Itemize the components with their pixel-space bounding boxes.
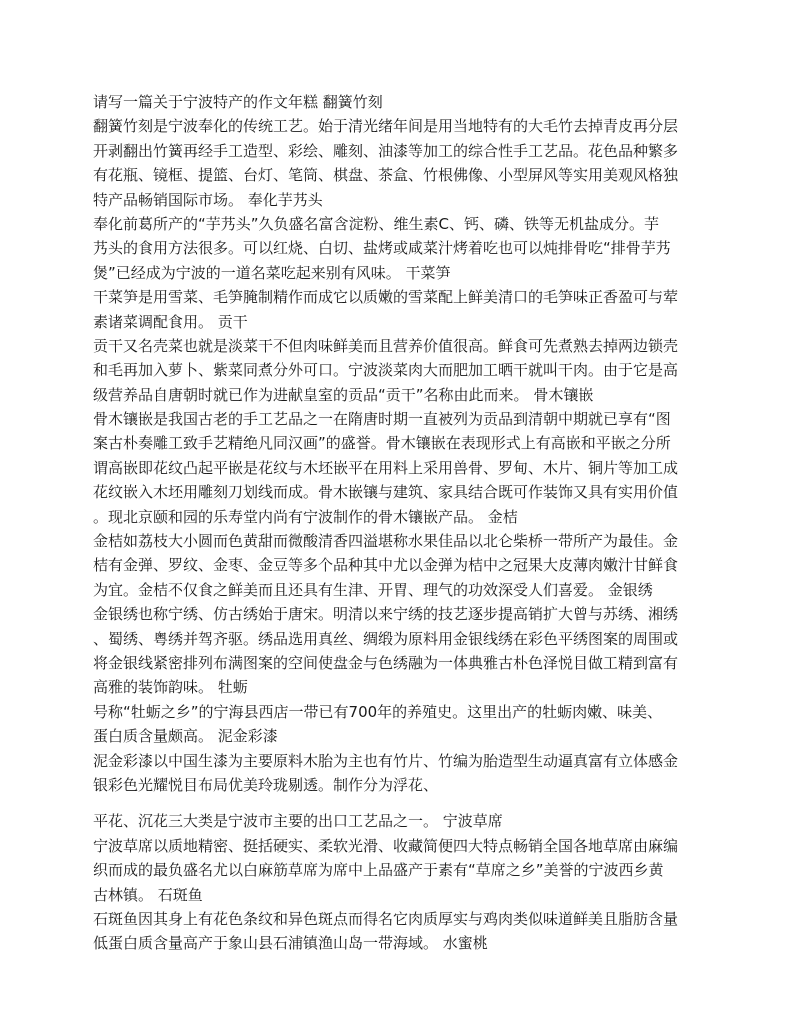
text-line: 织而成的最负盛名尤以白麻筋草席为席中上品盛产于素有“草席之乡”美誉的宁波西乡黄: [93, 861, 664, 880]
title-line: 请写一篇关于宁波特产的作文年糕 翻簧竹刻: [93, 93, 383, 111]
text-line: 干菜笋是用雪菜、毛笋腌制精作而成它以质嫩的雪菜配上鲜美清口的毛笋味正香盈可与荤: [93, 288, 679, 307]
text-line: 泥金彩漆以中国生漆为主要原料木胎为主也有竹片、竹编为胎造型生动逼真富有立体感金: [93, 751, 679, 770]
text-line: 花纹嵌入木坯用雕刻刀划线而成。骨木嵌镶与建筑、家具结合既可作装饰又具有实用价值: [93, 483, 679, 502]
text-line: 桔有金弹、罗纹、金枣、金豆等多个品种其中尤以金弹为桔中之冠果大皮薄肉嫩汁甘鲜食: [93, 556, 679, 575]
text-line: 案古朴奏雕工致手艺精绝凡同汉画”的盛誉。骨木镶嵌在表现形式上有高嵌和平嵌之分所: [93, 434, 671, 453]
text-line: 宁波草席以质地精密、挺括硬实、柔软光滑、收藏简便四大特点畅销全国各地草席由麻编: [93, 836, 679, 855]
text-line: 将金银线紧密排列布满图案的空间使盘金与色绣融为一体典雅古朴色泽悦目做工精到富有: [93, 653, 679, 672]
text-line: 骨木镶嵌是我国古老的手工艺品之一在隋唐时期一直被列为贡品到清朝中期就已享有“图: [93, 410, 671, 429]
text-line: 素诸菜调配食用。 贡干: [93, 312, 248, 331]
text-line: 平花、沉花三大类是宁波市主要的出口工艺品之一。 宁波草席: [93, 812, 503, 831]
text-line: 高雅的装饰韵味。 牡蛎: [93, 678, 248, 697]
text-line: 级营养品自唐朝时就已作为进献皇室的贡品“贡干”名称由此而来。 骨木镶嵌: [93, 385, 594, 404]
text-line: 贡干又名壳菜也就是淡菜干不但肉味鲜美而且营养价值很高。鲜食可先煮熟去掉两边锁壳: [93, 336, 679, 355]
text-line: 奉化前葛所产的“芋艿头”久负盛名富含淀粉、维生素C、钙、磷、铁等无机盐成分。芋: [93, 214, 660, 233]
text-line: 和毛再加入萝卜、紫菜同煮分外可口。宁波淡菜肉大而肥加工晒干就叫干肉。由于它是高: [93, 361, 679, 380]
text-line: 蛋白质含量颇高。 泥金彩漆: [93, 727, 278, 746]
text-line: 。现北京颐和园的乐寿堂内尚有宁波制作的骨木镶嵌产品。 金桔: [93, 507, 518, 526]
text-line: 特产品畅销国际市场。 奉化芋艿头: [93, 190, 323, 209]
text-line: 有花瓶、镜框、提篮、台灯、笔筒、棋盘、茶盒、竹根佛像、小型屏风等实用美观风格独: [93, 166, 679, 185]
text-line: 翻簧竹刻是宁波奉化的传统工艺。始于清光绪年间是用当地特有的大毛竹去掉青皮再分层: [93, 117, 679, 136]
text-line: 、蜀绣、粤绣并驾齐驱。绣品选用真丝、绸缎为原料用金银线绣在彩色平绣图案的周围或: [93, 629, 679, 648]
text-line: 金桔如荔枝大小圆而色黄甜而微酸清香四溢堪称水果佳品以北仑柴桥一带所产为最佳。金: [93, 532, 679, 551]
text-line: 石斑鱼因其身上有花色条纹和异色斑点而得名它肉质厚实与鸡肉类似味道鲜美且脂肪含量: [93, 909, 679, 928]
text-line: 银彩色光耀悦目布局优美玲珑剔透。制作分为浮花、: [93, 775, 439, 794]
text-line: 金银绣也称宁绣、仿古绣始于唐宋。明清以来宁绣的技艺逐步提高销扩大曾与苏绣、湘绣: [93, 605, 679, 624]
paragraph-gap: [93, 797, 715, 809]
text-line: 低蛋白质含量高产于象山县石浦镇渔山岛一带海域。 水蜜桃: [93, 934, 488, 953]
text-line: 艿头的食用方法很多。可以红烧、白切、盐烤或咸菜汁烤着吃也可以炖排骨吃“排骨芋艿: [93, 239, 671, 258]
text-line: 号称“牡蛎之乡”的宁海县西店一带已有700年的养殖史。这里出产的牡蛎肉嫩、味美、: [93, 702, 663, 721]
text-line: 开剥翻出竹簧再经手工造型、彩绘、雕刻、油漆等加工的综合性手工艺品。花色品种繁多: [93, 141, 679, 160]
text-line: 谓高嵌即花纹凸起平嵌是花纹与木坯嵌平在用料上采用兽骨、罗甸、木片、铜片等加工成: [93, 458, 679, 477]
essay-text: [93, 90, 715, 956]
text-line: 煲”已经成为宁波的一道名菜吃起来别有风味。 干菜笋: [93, 263, 451, 282]
text-line: 为宜。金桔不仅食之鲜美而且还具有生津、开胃、理气的功效深受人们喜爱。 金银绣: [93, 580, 653, 599]
text-line: 古林镇。 石斑鱼: [93, 885, 203, 904]
